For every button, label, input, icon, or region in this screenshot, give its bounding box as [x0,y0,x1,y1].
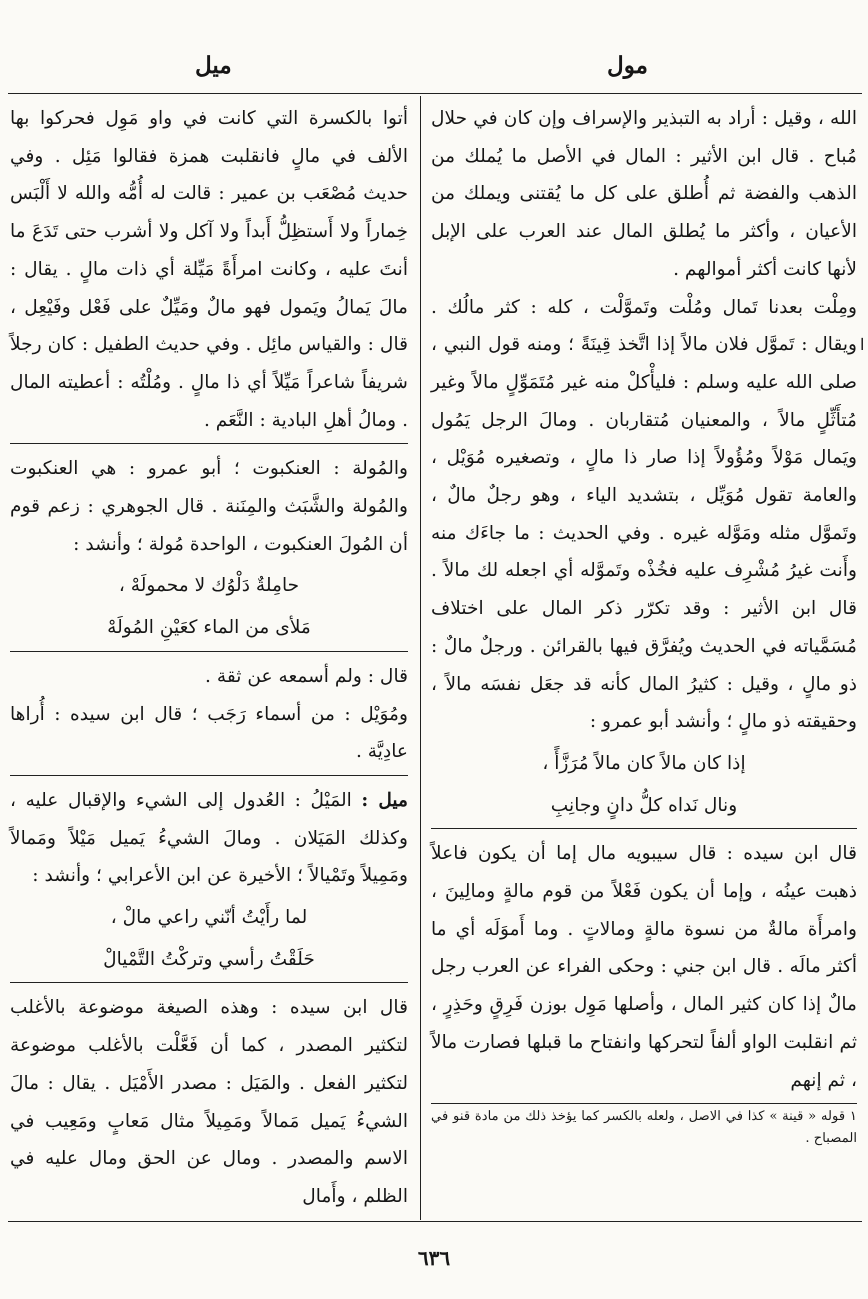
right-verse-1: إذا كان مالاً كان مالاً مُرَزَّأً ، [542,752,746,774]
header-word-right: مول [607,52,648,79]
left-paragraph-2: والمُولة : العنكبوت ؛ أبو عمرو : هي العنكبوت والمُولة والشَّبَث والمِنَنة . قال الجوهري : زعم قوم أن المُولَ العنكبوت ، الواحدة مُولة ؛ وأنشد : [10,458,408,555]
right-column [431,100,857,1150]
footer-rule [8,1221,862,1222]
left-paragraph-5: المَيْلُ : العُدول إلى الشيء والإقبال عليه ، وكذلك المَيَلان . ومالَ الشيءُ يَميل مَيْلاً ومَمالاً ومَمِيلاً وتَمْيالاً ؛ الأخيرة عن ابن الأعرابي ؛ وأنشد : [10,789,408,887]
footnote: ١ قوله « قينة » كذا في الاصل ، ولعله بالكسر كما يؤخذ ذلك من مادة قنو في المصباح . [431,1109,857,1147]
left-paragraph-4: ومُوَيْل : من أسماء رَجَب ؛ قال ابن سيده : أُراها عادِيَّة . [10,703,408,763]
left-rule-3 [10,775,408,776]
column-divider [420,96,421,1220]
right-paragraph-1: الله ، وقيل : أراد به التبذير والإسراف وإن كان في حلال مُباح . قال ابن الأثير : المال في الأصل ما يُملك من الذهب والفضة ثم أُطلق على كل ما يُقتنى ويملك من الأعيان ، وأكثر ما يُطلق المال عند العرب على الإبل لأنها كانت أكثر أموالهم . [431,108,857,280]
footnote-rule [431,1103,857,1104]
left-column [10,100,408,1216]
left-verse-4: حَلَقْتُ رأسي وتركْتُ التَّمْيالْ [103,948,315,970]
right-verse-2: ونال نَداه كلُّ دانٍ وجانِبِ [550,794,738,816]
right-section-rule [431,828,857,829]
right-paragraph-2: ومِلْت بعدنا تَمال ومُلْت وتَموَّلْت ، كله : كثر مالُك . ويقال : تَموَّل فلان مالاً إذا اتَّخذ قِينَةً ؛ ومنه قول النبي ، صلى الله عليه وسلم : فليأْكلْ منه غير مُتَمَوِّلٍ مالاً وغير مُتأَثِّلٍ مالاً ، والمعنيان مُتقاربان . ومالَ الرجل يَمُول ويَمال مَوْلاً ومُؤُولاً إذا صار ذا مالٍ ، وتصغيره مُوَيْل ، والعامة تقول مُوَيِّل ، بتشديد الياء ، وهو رجلٌ مالٌ ، وتَموَّل مثله ومَوَّله غيره . وفي الحديث : ما جاءَك منه وأَنت غيرُ مُشْرِف عليه فخُذْه وتَموَّله أي اجعله لك مالاً . قال ابن الأثير : وقد تكرّر ذكر المال على اختلاف مُسَمَّياته في الحديث ويُفرَّق فيها بالقرائن . ورجلٌ مالٌ : ذو مالٍ ، وقيل : كثيرُ المال كأنه قد جعَل نفسَه مالاً ، وحقيقته ذو مالٍ ؛ وأنشد أبو عمرو : [431,296,857,733]
left-paragraph-1: أتوا بالكسرة التي كانت في واو مَوِل فحركوا بها الألف في مالٍ فانقلبت همزة فقالوا مَئِل . وفي حديث مُصْعَب بن عمير : قالت له أُمُّه والله لا أَلْبَس خِماراً ولا أَستظِلُّ أَبداً ولا آكل ولا أشرب حتى تَدَعَ ما أنتَ عليه ، وكانت امرأَةً مَيِّلة أي ذات مالٍ . يقال : مالَ يَمالُ ويَمول فهو مالٌ ومَيِّلٌ على فَعْل وفَيْعِل ، قال : والقياس مائِل . وفي حديث الطفيل : كان رجلاً شريفاً شاعراً مَيِّلاً أي ذا مالٍ . ومُلْتُه : أعطيته المال . ومالُ أهلِ البادية : النَّعَم . [10,108,408,431]
left-rule-2 [10,651,408,652]
entry-word-mayl: ميل : [361,789,409,811]
left-rule-1 [10,443,408,444]
page-number: ٦٣٦ [417,1246,451,1270]
left-paragraph-6: قال ابن سيده : وهذه الصيغة موضوعة بالأغلب لتكثير المصدر ، كما أن فَعَّلْت بالأغلب موضوعة لتكثير الفعل . والمَيَل : مصدر الأَمْيَل . يقال : مالَ الشيءُ يَميل مَمالاً ومَمِيلاً مثال مَعابٍ ومَعِيب في الاسم والمصدر . ومال عن الحق ومال عليه في الظلم ، وأَمال [10,997,408,1207]
header-rule [8,93,862,94]
header-word-left: ميل [195,52,232,79]
left-verse-3: لما رأَيْتُ أنّني راعي مالْ ، [110,907,308,929]
left-verse-2: مَلأى من الماء كعَيْنِ المُولَهْ [107,617,311,639]
margin-footnote-mark: ا [860,335,865,354]
left-rule-4 [10,982,408,983]
left-verse-1: حامِلةٌ دَلْوُك لا محمولَهْ ، [118,575,300,597]
left-entry-paragraph [10,782,408,895]
right-paragraph-3: قال ابن سيده : قال سيبويه مال إما أن يكون فاعلاً ذهبت عينُه ، وإما أن يكون فَعْلاً من قوم مالةٍ ومالِينَ ، وامرأَة مالةٌ من نسوة مالةٍ ومالاتٍ . وما أَموَلَه أي ما أكثر مالَه . قال ابن جني : وحكى الفراء عن العرب رجل مالٌ إذا كان كثير المال ، وأصلها مَوِل بوزن فَرِقٍ وحَذِرٍ ، ثم انقلبت الواو ألفاً لتحركها وانفتاح ما قبلها فصارت مالاً ، ثم إنهم [431,843,857,1091]
left-paragraph-3: قال : ولم أسمعه عن ثقة . [205,665,408,687]
